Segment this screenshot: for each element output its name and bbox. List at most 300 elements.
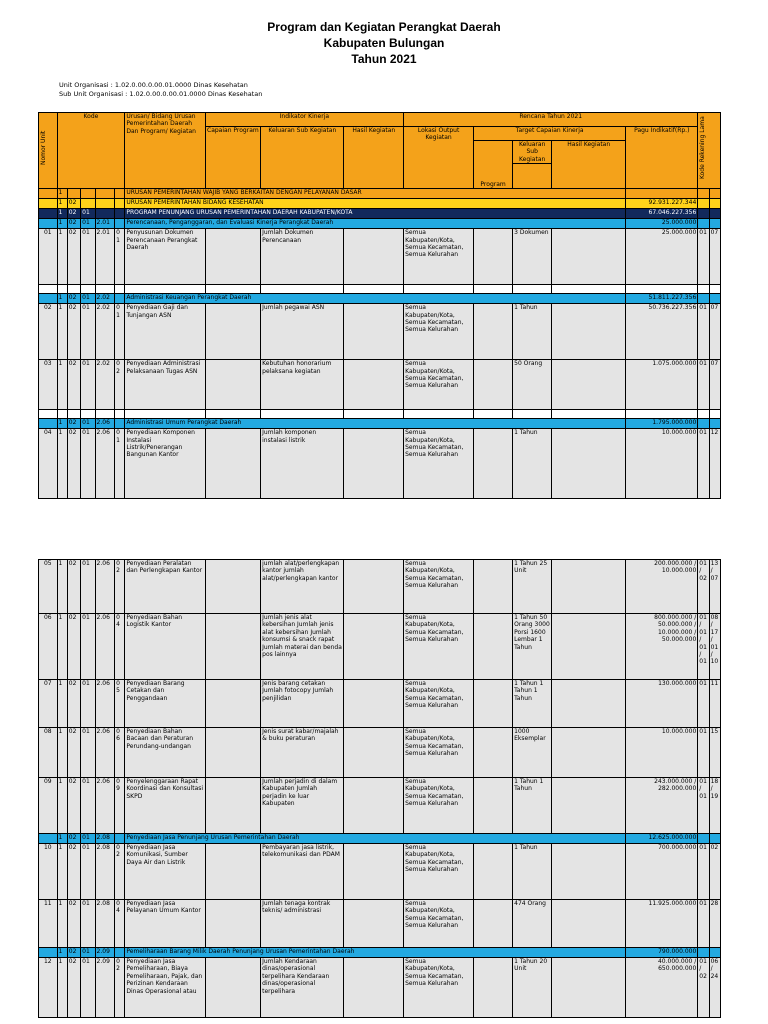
col-indikator: Indikator Kinerja [205, 113, 404, 127]
kode-part: 01 [81, 219, 95, 229]
capaian-program [205, 614, 261, 680]
kode-part: 02 [67, 304, 80, 360]
target-keluaran: 1 Tahun 20 Unit [513, 958, 552, 1018]
kode-part [115, 419, 125, 429]
kode-part: 01 [81, 900, 95, 948]
hasil-kegiatan [344, 778, 404, 834]
target-keluaran: 1 Tahun 1 Tahun 1 Tahun [513, 680, 552, 728]
kode-rekening-2: 15 [709, 728, 720, 778]
keg-row [39, 294, 721, 304]
row-number: 05 [39, 560, 58, 614]
col-keluaran-sub2: Keluaran Sub Kegiatan [513, 141, 552, 164]
sub-unit-organisasi: Sub Unit Organisasi : 1.02.0.00.0.00.01.0000 Dinas Kesehatan [59, 90, 263, 98]
kode-part: 01 [81, 229, 95, 285]
keluaran-sub-kegiatan: Jenis surat kabar/majalah & buku peraturan [261, 728, 344, 778]
sub-kegiatan-row [39, 304, 721, 360]
kode-rekening-2: 28 [709, 900, 720, 948]
kode-rekening-2: 12 [709, 429, 720, 499]
program-name: Penyediaan Bahan Bacaan dan Peraturan Perundang-undangan [125, 728, 205, 778]
kode-part: 01 [81, 948, 95, 958]
row-number [39, 189, 58, 199]
target-hasil [552, 958, 626, 1018]
capaian-program [205, 900, 261, 948]
kode-rekening-2 [709, 419, 720, 429]
target-program [474, 680, 513, 728]
kode-part [115, 834, 125, 844]
urusan-row [39, 189, 721, 199]
pagu-indikatif: 800.000.000 / 50.000.000 / 10.000.000 / 50.000.000 [626, 614, 698, 680]
keluaran-sub-kegiatan: Kebutuhan honorarium pelaksana kegiatan [261, 360, 344, 410]
kode-rekening-1 [698, 948, 709, 958]
target-hasil [552, 429, 626, 499]
kode-part: 1 [57, 294, 67, 304]
kode-part: 02 [67, 728, 80, 778]
urusan-name: URUSAN PEMERINTAHAN WAJIB YANG BERKAITAN DENGAN PELAYANAN DASAR [125, 189, 626, 199]
col-program: Program [474, 141, 513, 189]
keluaran-sub-kegiatan: Jumlah komponen instalasi listrik [261, 429, 344, 499]
kode-part: 2.09 [95, 948, 115, 958]
kode-part: 2.08 [95, 844, 115, 900]
kode-part: 09 [115, 778, 125, 834]
program-name: Penyusunan Dokumen Perencanaan Perangkat Daerah [125, 229, 205, 285]
target-hasil [552, 360, 626, 410]
target-program [474, 844, 513, 900]
col-rencana: Rencana Tahun 2021 [404, 113, 698, 127]
kode-part: 01 [81, 958, 95, 1018]
kode-part: 1 [57, 209, 67, 219]
pagu-indikatif: 243.000.000 / 282.000.000 [626, 778, 698, 834]
kode-part: 1 [57, 778, 67, 834]
kode-part: 02 [67, 900, 80, 948]
kode-rekening-2: 06 / 24 [709, 958, 720, 1018]
kode-part: 2.01 [95, 229, 115, 285]
kode-rekening-1: 01 [698, 429, 709, 499]
target-program [474, 778, 513, 834]
kode-rekening-2 [709, 834, 720, 844]
keluaran-sub-kegiatan: Jumlah Kendaraan dinas/operasional terpelihara Kendaraan dinas/operasional terpelihara [261, 958, 344, 1018]
kode-rekening-1: 01 [698, 728, 709, 778]
kode-part: 02 [67, 844, 80, 900]
sub-kegiatan-row [39, 728, 721, 778]
col-pagu: Pagu Indikatif(Rp.) [626, 127, 698, 189]
capaian-program [205, 680, 261, 728]
target-hasil [552, 614, 626, 680]
row-number: 08 [39, 728, 58, 778]
kode-rekening-1 [698, 209, 709, 219]
lokasi-output: Semua Kabupaten/Kota, Semua Kecamatan, Semua Kelurahan [404, 360, 474, 410]
lokasi-output: Semua Kabupaten/Kota, Semua Kecamatan, Semua Kelurahan [404, 680, 474, 728]
lokasi-output: Semua Kabupaten/Kota, Semua Kecamatan, Semua Kelurahan [404, 958, 474, 1018]
program-name: Penyediaan Jasa Komunikasi, Sumber Daya Air dan Listrik [125, 844, 205, 900]
capaian-program [205, 778, 261, 834]
kode-rekening-2: 07 [709, 304, 720, 360]
kode-part: 02 [67, 209, 80, 219]
kode-part: 1 [57, 948, 67, 958]
capaian-program [205, 958, 261, 1018]
keg-row [39, 219, 721, 229]
kode-part: 02 [67, 219, 80, 229]
keg-name: Administrasi Umum Perangkat Daerah [125, 419, 626, 429]
capaian-program [205, 728, 261, 778]
kode-rekening-1 [698, 834, 709, 844]
col-keluaran-sub: Keluaran Sub Kegiatan [261, 127, 344, 189]
hasil-kegiatan [344, 304, 404, 360]
sub-kegiatan-row [39, 778, 721, 834]
keluaran-sub-kegiatan: Jumlah tenaga kontrak teknis/ administrasi [261, 900, 344, 948]
lokasi-output: Semua Kabupaten/Kota, Semua Kecamatan, Semua Kelurahan [404, 844, 474, 900]
program-name: Penyediaan Administrasi Pelaksanaan Tugas ASN [125, 360, 205, 410]
kode-part: 1 [57, 614, 67, 680]
program-table-page1 [38, 112, 721, 499]
sub-kegiatan-row [39, 958, 721, 1018]
kode-rekening-2: 11 [709, 680, 720, 728]
row-number: 03 [39, 360, 58, 410]
kode-part [115, 948, 125, 958]
pagu-indikatif: 10.000.000 [626, 728, 698, 778]
kode-part: 2.06 [95, 419, 115, 429]
keg-row [39, 419, 721, 429]
kode-rekening-2: 07 [709, 229, 720, 285]
kode-rekening-1: 01 / 02 [698, 560, 709, 614]
kode-part: 01 [115, 304, 125, 360]
target-hasil [552, 778, 626, 834]
kode-part: 02 [67, 419, 80, 429]
kode-part: 2.06 [95, 680, 115, 728]
target-program [474, 560, 513, 614]
hasil-kegiatan [344, 360, 404, 410]
kode-part: 02 [115, 844, 125, 900]
program-name: Penyediaan Jasa Pelayanan Umum Kantor [125, 900, 205, 948]
lokasi-output: Semua Kabupaten/Kota, Semua Kecamatan, Semua Kelurahan [404, 900, 474, 948]
kode-part: 2.06 [95, 728, 115, 778]
kode-rekening-2 [709, 294, 720, 304]
hasil-kegiatan [344, 614, 404, 680]
kode-part: 1 [57, 229, 67, 285]
kode-part: 2.02 [95, 304, 115, 360]
kode-part: 2.06 [95, 560, 115, 614]
target-keluaran: 1 Tahun [513, 844, 552, 900]
row-number: 09 [39, 778, 58, 834]
target-keluaran: 50 Orang [513, 360, 552, 410]
kode-part: 1 [57, 419, 67, 429]
kode-rekening-1 [698, 199, 709, 209]
kode-rekening-1: 01 / 02 [698, 958, 709, 1018]
hasil-kegiatan [344, 728, 404, 778]
pagu-indikatif: 1.795.000.000 [626, 419, 698, 429]
kode-part: 01 [81, 834, 95, 844]
kode-rekening-2 [709, 199, 720, 209]
kode-part: 1 [57, 900, 67, 948]
kode-part: 1 [57, 844, 67, 900]
kode-part: 01 [81, 419, 95, 429]
kode-part: 01 [115, 429, 125, 499]
pagu-indikatif [626, 189, 698, 199]
col-hasil-kegiatan2: Hasil Kegiatan [552, 141, 626, 189]
kode-rekening-1 [698, 419, 709, 429]
kode-part: 2.08 [95, 834, 115, 844]
kode-rekening-1: 01 [698, 304, 709, 360]
kode-part: 01 [81, 778, 95, 834]
kode-rekening-2 [709, 209, 720, 219]
kode-part: 01 [81, 429, 95, 499]
kode-part: 05 [115, 680, 125, 728]
col-kode-rekening: Kode Rekening Lama [698, 113, 721, 189]
row-number [39, 419, 58, 429]
program-name: Penyediaan Peralatan dan Perlengkapan Kantor [125, 560, 205, 614]
col-nomor-unit: Nomor Unit [39, 113, 58, 189]
page-title: Program dan Kegiatan Perangkat Daerah [267, 20, 501, 34]
kode-part: 02 [67, 429, 80, 499]
keluaran-sub-kegiatan: Jumlah pegawai ASN [261, 304, 344, 360]
capaian-program [205, 304, 261, 360]
col-lokasi: Lokasi Output Kegiatan [404, 127, 474, 189]
kode-rekening-1: 01 [698, 229, 709, 285]
keluaran-sub-kegiatan: Jumlah jenis alat kebersihan Jumlah jenis alat kebersihan Jumlah konsumsi & snack rapat Jumlah materai dan benda pos lainnya [261, 614, 344, 680]
capaian-program [205, 429, 261, 499]
target-program [474, 614, 513, 680]
hasil-kegiatan [344, 680, 404, 728]
kode-part: 01 [115, 229, 125, 285]
kode-part: 1 [57, 429, 67, 499]
keg-name: Pemeliharaan Barang Milik Daerah Penunjang Urusan Pemerintahan Daerah [125, 948, 626, 958]
sub-kegiatan-row [39, 429, 721, 499]
page-subtitle-region: Kabupaten Bulungan [323, 36, 445, 50]
kode-part: 04 [115, 614, 125, 680]
bidang-row [39, 199, 721, 209]
row-number: 04 [39, 429, 58, 499]
kode-rekening-2 [709, 948, 720, 958]
kode-rekening-1 [698, 189, 709, 199]
kode-part: 01 [81, 360, 95, 410]
keg-row [39, 834, 721, 844]
capaian-program [205, 560, 261, 614]
unit-organisasi: Unit Organisasi : 1.02.0.00.0.00.01.0000 Dinas Kesehatan [59, 81, 248, 89]
kode-part: 2.06 [95, 778, 115, 834]
kode-part: 02 [115, 958, 125, 1018]
program-table-page2 [38, 559, 721, 1018]
kode-part: 06 [115, 728, 125, 778]
kode-part: 02 [67, 199, 80, 209]
lokasi-output: Semua Kabupaten/Kota, Semua Kecamatan, Semua Kelurahan [404, 304, 474, 360]
target-program [474, 304, 513, 360]
row-number [39, 294, 58, 304]
kode-part: 01 [81, 844, 95, 900]
kode-part [95, 189, 115, 199]
pagu-indikatif: 12.625.000.000 [626, 834, 698, 844]
row-number: 07 [39, 680, 58, 728]
sub-kegiatan-row [39, 560, 721, 614]
target-hasil [552, 229, 626, 285]
target-keluaran: 1 Tahun 1 Tahun [513, 778, 552, 834]
kode-rekening-2 [709, 219, 720, 229]
kode-part [115, 189, 125, 199]
row-number [39, 834, 58, 844]
kode-part: 2.02 [95, 360, 115, 410]
kode-part [95, 209, 115, 219]
kode-rekening-1: 01 [698, 360, 709, 410]
kode-part: 1 [57, 360, 67, 410]
kode-rekening-2: 18 / 19 [709, 778, 720, 834]
lokasi-output: Semua Kabupaten/Kota, Semua Kecamatan, Semua Kelurahan [404, 229, 474, 285]
prog-name: PROGRAM PENUNJANG URUSAN PEMERINTAHAN DAERAH KABUPATEN/KOTA [125, 209, 626, 219]
keluaran-sub-kegiatan: Pembayaran jasa listrik, telekomunikasi dan PDAM [261, 844, 344, 900]
target-hasil [552, 844, 626, 900]
capaian-program [205, 229, 261, 285]
target-hasil [552, 560, 626, 614]
kode-part: 02 [67, 560, 80, 614]
keluaran-sub-kegiatan: Jumlah Dokumen Perencanaan [261, 229, 344, 285]
kode-part: 02 [67, 834, 80, 844]
kode-rekening-1: 01 / 01 / 01 / 01 [698, 614, 709, 680]
lokasi-output: Semua Kabupaten/Kota, Semua Kecamatan, Semua Kelurahan [404, 614, 474, 680]
hasil-kegiatan [344, 900, 404, 948]
kode-part: 01 [81, 304, 95, 360]
program-name: Penyediaan Komponen Instalasi Listrik/Penerangan Bangunan Kantor [125, 429, 205, 499]
pagu-indikatif: 130.000.000 [626, 680, 698, 728]
row-number: 01 [39, 229, 58, 285]
target-hasil [552, 304, 626, 360]
sub-kegiatan-row [39, 614, 721, 680]
row-number [39, 209, 58, 219]
target-keluaran: 1 Tahun 25 Unit [513, 560, 552, 614]
bidang-name: URUSAN PEMERINTAHAN BIDANG KESEHATAN [125, 199, 626, 209]
kode-part: 01 [81, 560, 95, 614]
kode-part: 02 [67, 680, 80, 728]
pagu-indikatif: 25.000.000 [626, 219, 698, 229]
kode-rekening-2 [709, 189, 720, 199]
sub-kegiatan-row [39, 844, 721, 900]
kode-rekening-2: 07 [709, 360, 720, 410]
kode-part: 1 [57, 958, 67, 1018]
target-keluaran: 1000 Eksemplar [513, 728, 552, 778]
keg-name: Perencanaan, Penganggaran, dan Evaluasi Kinerja Perangkat Daerah [125, 219, 626, 229]
lokasi-output: Semua Kabupaten/Kota, Semua Kecamatan, Semua Kelurahan [404, 778, 474, 834]
target-keluaran: 474 Orang [513, 900, 552, 948]
kode-part: 2.08 [95, 900, 115, 948]
target-program [474, 229, 513, 285]
kode-rekening-1 [698, 294, 709, 304]
col-capaian-program: Capaian Program [205, 127, 261, 189]
kode-part [81, 199, 95, 209]
kode-rekening-1: 01 / 01 [698, 778, 709, 834]
kode-part [67, 189, 80, 199]
kode-part: 1 [57, 219, 67, 229]
target-keluaran: 3 Dokumen [513, 229, 552, 285]
col-urusan: Urusan/ Bidang Urusan Pemerintahan Daerah Dan Program/ Kegiatan [125, 113, 205, 189]
kode-part: 2.09 [95, 958, 115, 1018]
kode-rekening-1: 01 [698, 680, 709, 728]
target-program [474, 958, 513, 1018]
capaian-program [205, 360, 261, 410]
kode-part: 02 [67, 229, 80, 285]
row-number: 10 [39, 844, 58, 900]
kode-part: 04 [115, 900, 125, 948]
program-name: Penyediaan Gaji dan Tunjangan ASN [125, 304, 205, 360]
target-keluaran: 1 Tahun [513, 429, 552, 499]
table-header [39, 113, 721, 189]
kode-rekening-2: 02 [709, 844, 720, 900]
kode-rekening-2: 13 / 07 [709, 560, 720, 614]
kode-part: 02 [67, 614, 80, 680]
kode-part: 01 [81, 294, 95, 304]
lokasi-output: Semua Kabupaten/Kota, Semua Kecamatan, Semua Kelurahan [404, 728, 474, 778]
program-name: Penyediaan Jasa Pemeliharaan, Biaya Pemeliharaan, Pajak, dan Perizinan Kendaraan Dinas Operasional atau [125, 958, 205, 1018]
row-number [39, 199, 58, 209]
kode-rekening-1: 01 [698, 844, 709, 900]
kode-part: 1 [57, 304, 67, 360]
row-number: 06 [39, 614, 58, 680]
keg-name: Administrasi Keuangan Perangkat Daerah [125, 294, 626, 304]
sub-kegiatan-row [39, 680, 721, 728]
kode-part: 1 [57, 680, 67, 728]
kode-part [115, 294, 125, 304]
kode-part: 02 [67, 778, 80, 834]
kode-rekening-1: 01 [698, 900, 709, 948]
kode-part: 2.06 [95, 614, 115, 680]
target-hasil [552, 680, 626, 728]
pagu-indikatif: 67.046.227.356 [626, 209, 698, 219]
kode-part: 2.01 [95, 219, 115, 229]
pagu-indikatif: 200.000.000 / 10.000.000 [626, 560, 698, 614]
kode-part: 1 [57, 728, 67, 778]
col-target: Target Capaian Kinerja [474, 127, 626, 141]
kode-part: 01 [81, 209, 95, 219]
kode-part: 02 [67, 294, 80, 304]
kode-part: 2.02 [95, 294, 115, 304]
col-kode: Kode [57, 113, 125, 189]
lokasi-output: Semua Kabupaten/Kota, Semua Kecamatan, Semua Kelurahan [404, 560, 474, 614]
kode-part: 01 [81, 728, 95, 778]
sub-kegiatan-row [39, 229, 721, 285]
kode-part: 02 [115, 360, 125, 410]
kode-part [81, 189, 95, 199]
row-number: 02 [39, 304, 58, 360]
pagu-indikatif: 40.000.000 / 650.000.000 [626, 958, 698, 1018]
capaian-program [205, 844, 261, 900]
hasil-kegiatan [344, 560, 404, 614]
kode-part: 2.06 [95, 429, 115, 499]
lokasi-output: Semua Kabupaten/Kota, Semua Kecamatan, Semua Kelurahan [404, 429, 474, 499]
target-program [474, 360, 513, 410]
keluaran-sub-kegiatan: Jumlah perjadin di dalam Kabupaten Jumlah perjadin ke luar Kabupaten [261, 778, 344, 834]
pagu-indikatif: 700.000.000 [626, 844, 698, 900]
kode-part: 01 [81, 614, 95, 680]
kode-part: 1 [57, 834, 67, 844]
kode-rekening-2: 08 / 17 / 01 / 10 [709, 614, 720, 680]
page-subtitle-year: Tahun 2021 [351, 52, 417, 66]
pagu-indikatif: 25.000.000 [626, 229, 698, 285]
kode-part: 02 [115, 560, 125, 614]
program-name: Penyediaan Bahan Logistik Kantor [125, 614, 205, 680]
pagu-indikatif: 50.736.227.356 [626, 304, 698, 360]
kode-part: 02 [67, 958, 80, 1018]
kode-part: 1 [57, 199, 67, 209]
spacer-row [39, 410, 721, 419]
pagu-indikatif: 10.000.000 [626, 429, 698, 499]
kode-part: 1 [57, 560, 67, 614]
spacer-row [39, 285, 721, 294]
target-program [474, 429, 513, 499]
kode-part [115, 219, 125, 229]
target-hasil [552, 900, 626, 948]
hasil-kegiatan [344, 958, 404, 1018]
target-keluaran: 1 Tahun 50 Orang 3000 Porsi 1600 Lembar 1 Tahun [513, 614, 552, 680]
target-hasil [552, 728, 626, 778]
kode-part: 01 [81, 680, 95, 728]
pagu-indikatif: 1.075.000.000 [626, 360, 698, 410]
pagu-indikatif: 92.931.227.344 [626, 199, 698, 209]
kode-part [115, 209, 125, 219]
